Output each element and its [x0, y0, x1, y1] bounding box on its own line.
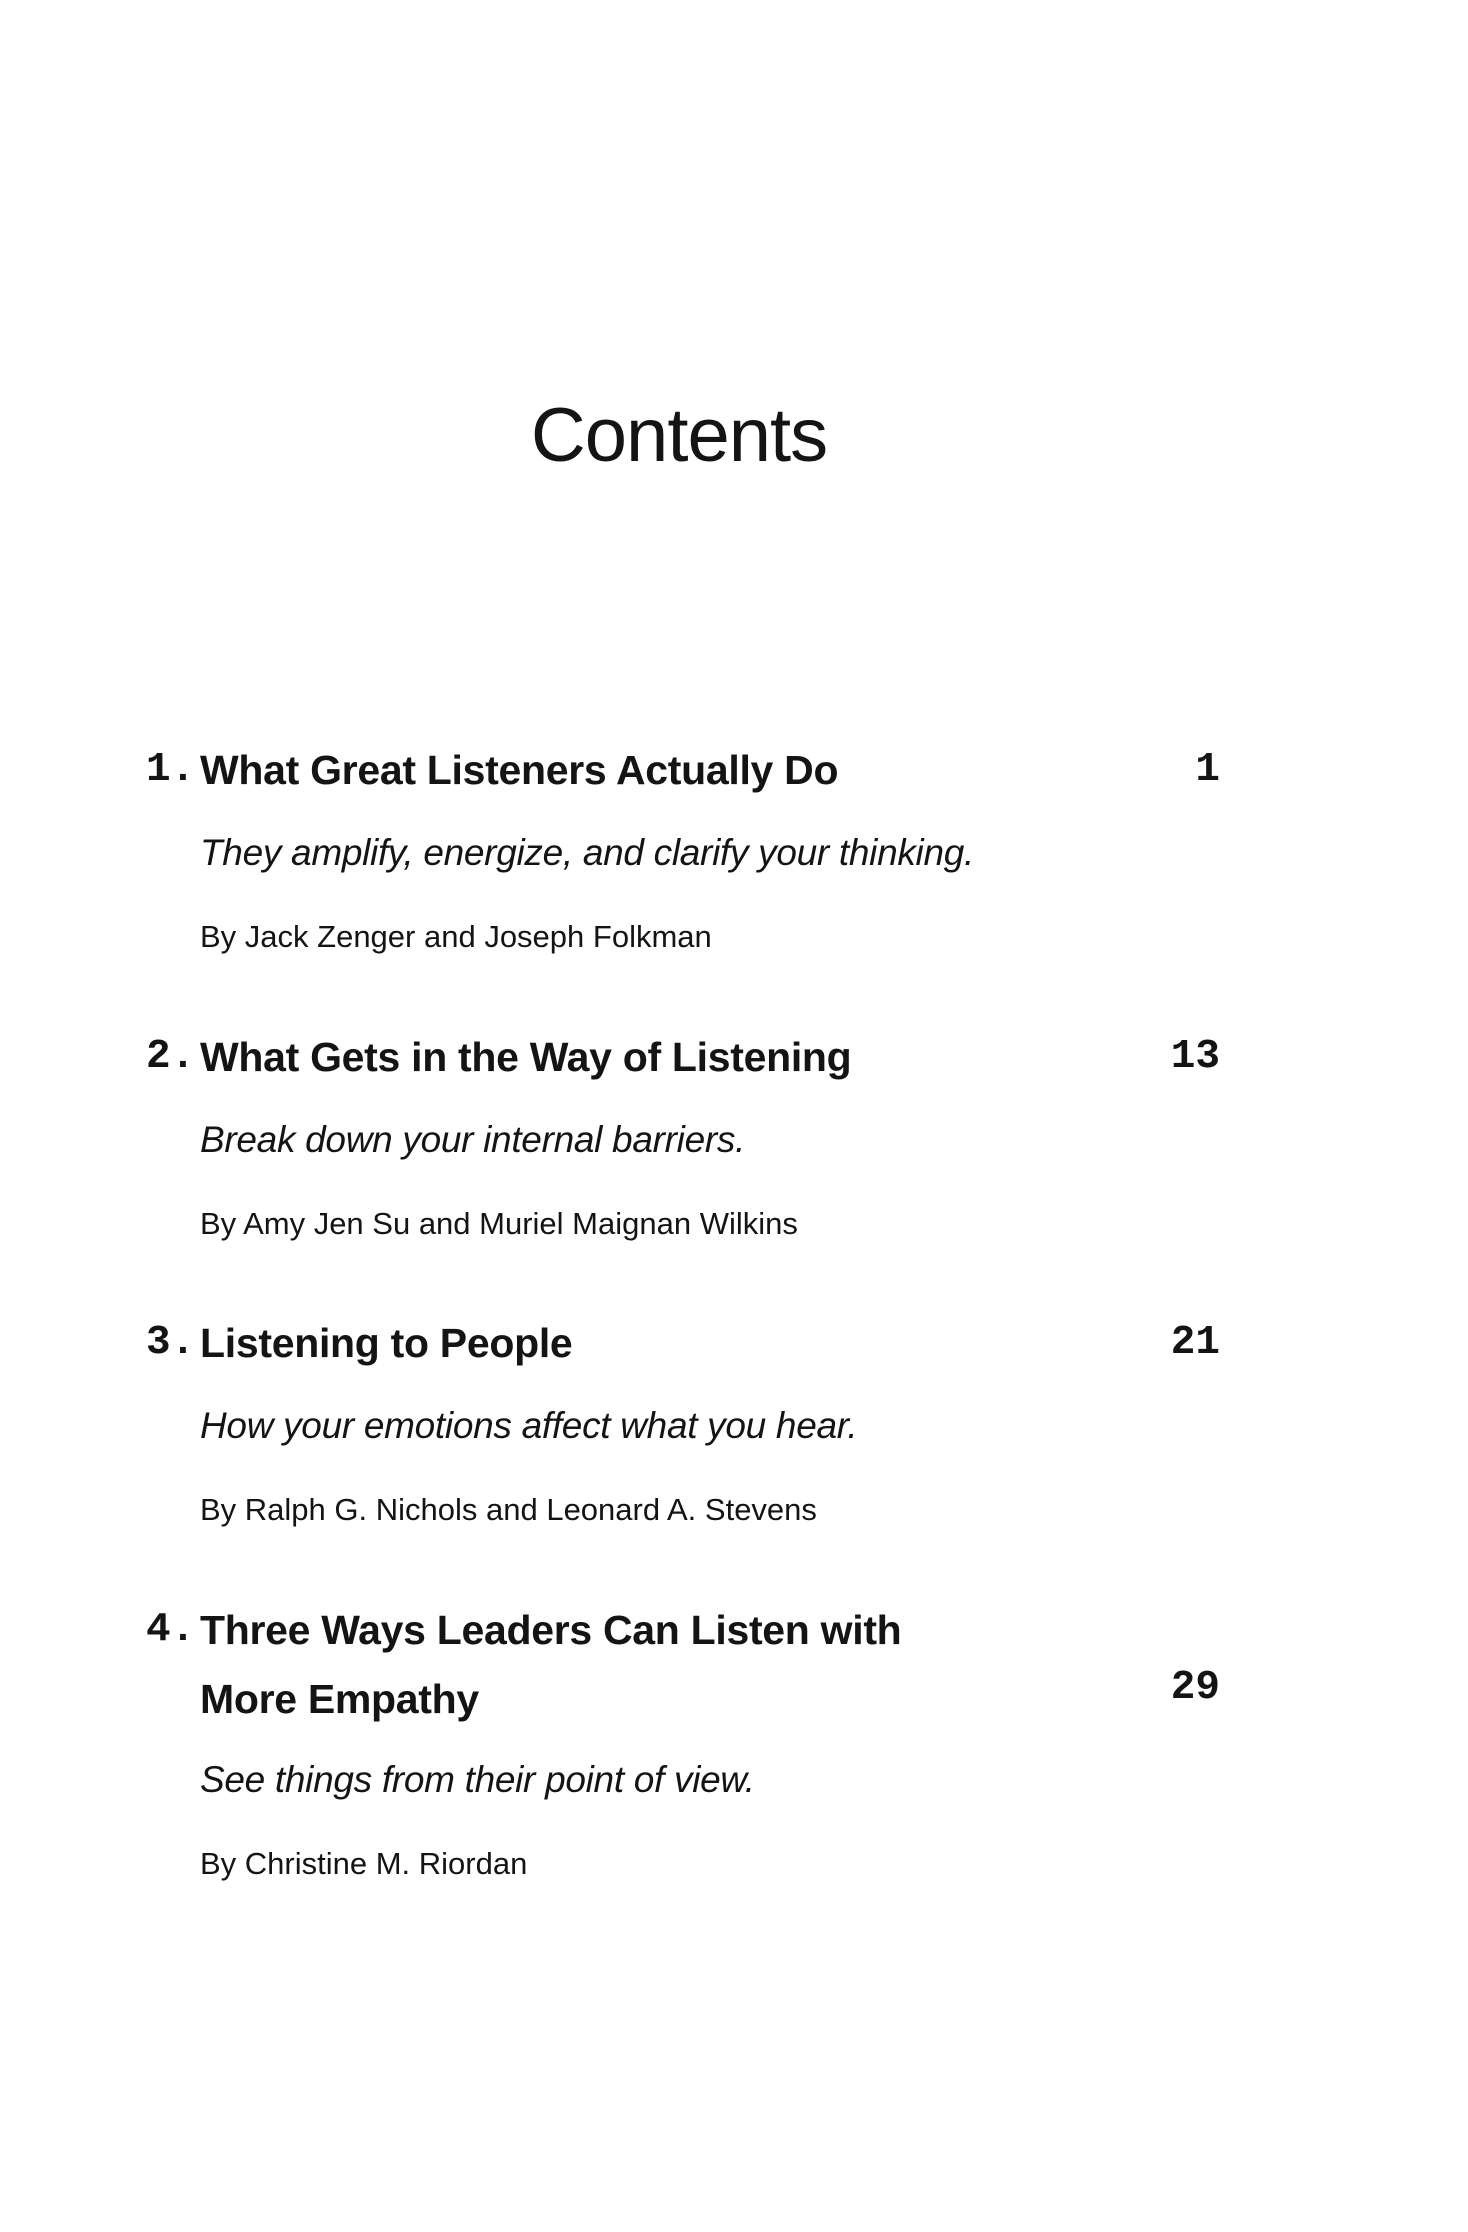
- entry-subtitle: See things from their point of view.: [200, 1759, 755, 1800]
- entry-number: 2.: [146, 1034, 196, 1080]
- entry-number: 1.: [146, 747, 196, 793]
- entry-page-number[interactable]: 13: [1170, 1034, 1220, 1080]
- entry-page-number[interactable]: 1: [1195, 747, 1220, 793]
- entry-number: 4.: [146, 1607, 196, 1653]
- entry-author: By Amy Jen Su and Muriel Maignan Wilkins: [200, 1206, 798, 1241]
- entry-author: By Ralph G. Nichols and Leonard A. Stevens: [200, 1492, 817, 1527]
- page-title: Contents: [530, 393, 828, 478]
- entry-author: By Jack Zenger and Joseph Folkman: [200, 919, 712, 954]
- entry-title-line-2[interactable]: More Empathy: [200, 1676, 479, 1722]
- entry-page-number[interactable]: 29: [1170, 1665, 1220, 1711]
- entry-title[interactable]: What Gets in the Way of Listening: [200, 1034, 852, 1080]
- entry-page-number[interactable]: 21: [1170, 1320, 1220, 1366]
- entry-number: 3.: [146, 1320, 196, 1366]
- entry-title-line-1[interactable]: Three Ways Leaders Can Listen with: [200, 1607, 902, 1653]
- entry-author: By Christine M. Riordan: [200, 1846, 528, 1881]
- entry-subtitle: How your emotions affect what you hear.: [200, 1405, 858, 1446]
- entry-subtitle: They amplify, energize, and clarify your thinking.: [200, 832, 975, 873]
- entry-title[interactable]: What Great Listeners Actually Do: [200, 747, 839, 793]
- entry-subtitle: Break down your internal barriers.: [200, 1119, 746, 1160]
- entry-title[interactable]: Listening to People: [200, 1320, 573, 1366]
